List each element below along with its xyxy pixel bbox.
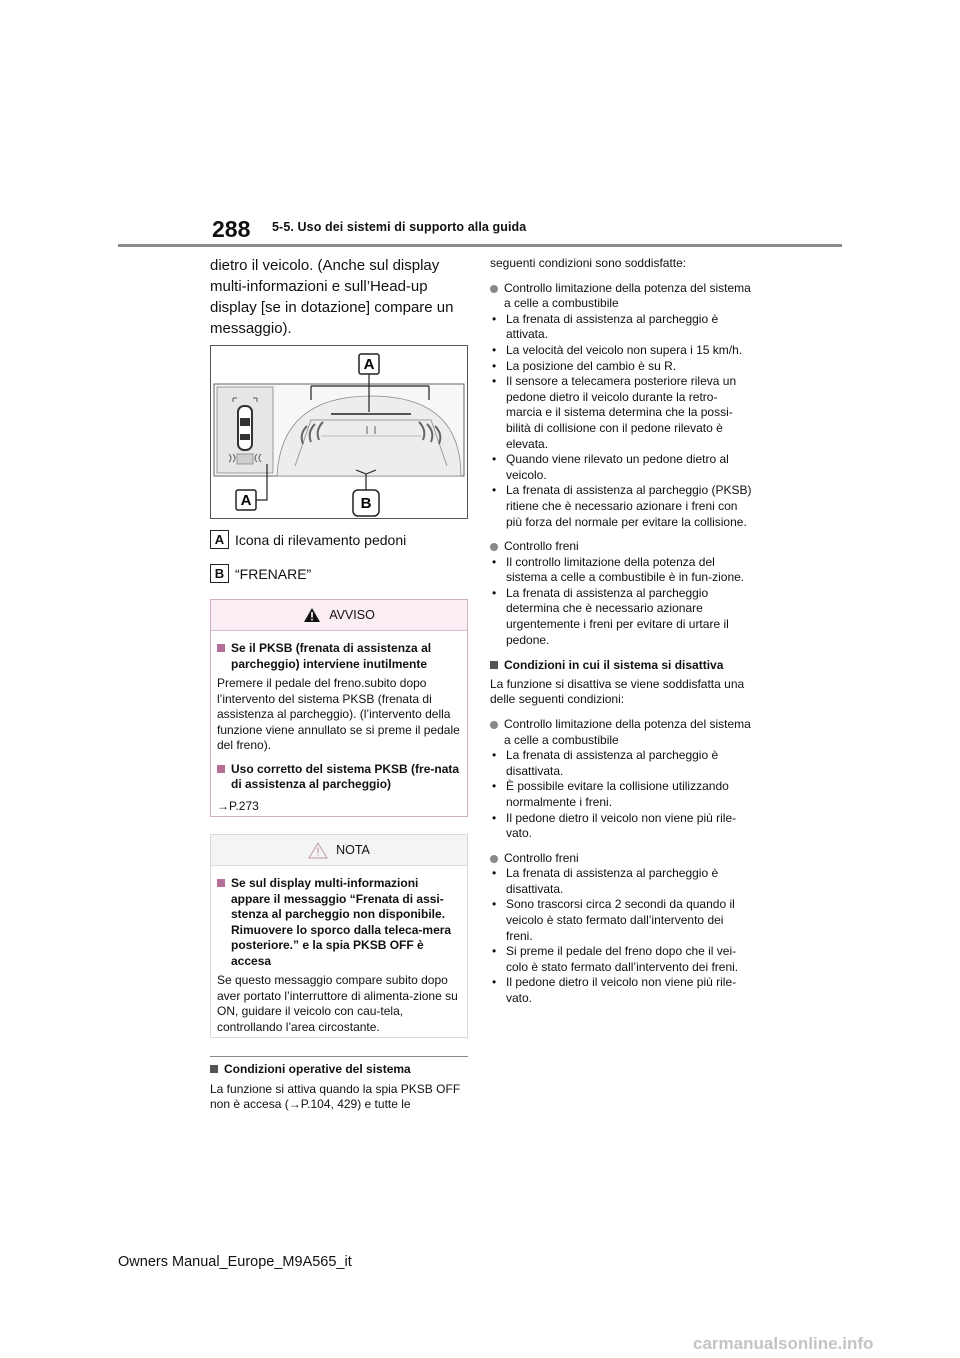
header-divider — [118, 244, 842, 247]
legend-item-a — [210, 530, 406, 549]
square-bullet-icon — [490, 661, 498, 669]
legend-item-b — [210, 564, 311, 583]
square-bullet-icon — [217, 765, 225, 773]
square-bullet-icon — [217, 644, 225, 652]
conditions-section — [210, 1056, 468, 1113]
list-item: • La frenata di assistenza al parcheggio (PKSB) ritiene che è necessario azionare i freni con più forza del normale per evitare la collisione. — [492, 483, 752, 529]
list-item: • Il sensore a telecamera posteriore rileva un pedone dietro il veicolo durante la retro-marcia e il sistema determina che la possi-bilità di collisione con il pedone rilevato è elevata. — [492, 374, 737, 451]
legend-text-a: Icona di rilevamento pedoni — [235, 531, 407, 548]
conditions-text: La funzione si attiva quando la spia PKSB OFF non è accesa (→P.104, 429) e tutte le — [210, 1081, 461, 1111]
list-item: • La velocità del veicolo non supera i 15 km/h. — [492, 342, 743, 357]
nota-title: NOTA — [336, 843, 370, 857]
watermark: carmanualsonline.info — [693, 1334, 874, 1353]
list-item: • È possibile evitare la collisione utilizzando normalmente i freni. — [492, 779, 729, 809]
nota-item-text: Se questo messaggio compare subito dopo aver portato l’interruttore di alimenta-zione su ON, guidare il veicolo con cau-tela, controllando l’area circostante. — [217, 973, 458, 1034]
list-item: • Quando viene rilevato un pedone dietro al veicolo. — [492, 452, 729, 482]
list-item: • Si preme il pedale del freno dopo che il vei-colo è stato fermato dall’intervento dei freni. — [492, 944, 739, 974]
avviso-item-2-heading: Uso corretto del sistema PKSB (fre-nata di assistenza al parcheggio) — [217, 762, 461, 793]
legend-text-b: “FRENARE” — [235, 565, 312, 582]
group-1-title: Controllo limitazione della potenza del sistema a celle a combustibile — [490, 281, 752, 312]
list-item: • Sono trascorsi circa 2 secondi da quando il veicolo è stato fermato dall’intervento dei freni. — [492, 897, 735, 943]
avviso-box — [210, 599, 468, 817]
list-item: • Il pedone dietro il veicolo non viene più rile-vato. — [492, 810, 737, 841]
group-2-title: Controllo freni — [490, 539, 752, 555]
warning-icon — [303, 607, 321, 623]
square-bullet-icon — [210, 1065, 218, 1073]
square-bullet-icon — [217, 879, 225, 887]
list-item: • Il controllo limitazione della potenza del sistema a celle a combustibile è in fun-zione. — [492, 554, 745, 585]
section-title: 5-5. Uso dei sistemi di supporto alla guida — [272, 220, 527, 234]
footer-text: Owners Manual_Europe_M9A565_it — [118, 1254, 352, 1270]
avviso-item-1-heading: Se il PKSB (frenata di assistenza al parcheggio) interviene inutilmente — [217, 641, 461, 672]
list-item: • La posizione del cambio è su R. — [492, 358, 677, 373]
group-4-title: Controllo freni — [490, 851, 752, 867]
circle-bullet-icon — [490, 543, 498, 551]
nota-header — [211, 835, 467, 866]
deactivation-text: La funzione si disattiva se viene soddisfatta una delle seguenti condizioni: — [490, 676, 745, 707]
group-3-list — [490, 748, 752, 842]
group-2-list — [490, 555, 752, 649]
caution-icon — [308, 842, 328, 859]
callout-b: B — [360, 495, 372, 512]
right-column — [490, 256, 752, 1007]
page-number: 288 — [212, 216, 251, 242]
legend-letter-b: B — [210, 564, 229, 583]
group-4-list — [490, 866, 752, 1006]
group-3-title: Controllo limitazione della potenza del sistema a celle a combustibile — [490, 717, 752, 748]
deactivation-heading: Condizioni in cui il sistema si disattiva — [490, 658, 752, 674]
callout-a-bottom: A — [240, 492, 252, 509]
intro-paragraph: dietro il veicolo. (Anche sul display multi-informazioni e sull’Head-up display [se in dotazione] compare un messaggio). — [210, 257, 454, 337]
nota-box — [210, 834, 468, 1038]
list-item: • La frenata di assistenza al parcheggio è disattivata. — [492, 748, 719, 778]
callout-a-top: A — [363, 356, 375, 373]
group-1-list — [490, 312, 752, 530]
list-item: • Il pedone dietro il veicolo non viene più rile-vato. — [492, 975, 737, 1006]
legend-letter-a: A — [210, 530, 229, 549]
list-item: • La frenata di assistenza al parcheggio è disattivata. — [492, 866, 719, 896]
avviso-item-1-text: Premere il pedale del freno.subito dopo l’intervento del sistema PKSB (frenata di assistenza al parcheggio). (l’intervento della funzione viene annullato se si preme il pedale del freno). — [217, 676, 460, 752]
col2-intro: seguenti condizioni sono soddisfatte: — [490, 256, 687, 270]
avviso-page-ref[interactable]: →P.273 — [217, 798, 259, 813]
avviso-header — [211, 600, 467, 631]
circle-bullet-icon — [490, 855, 498, 863]
circle-bullet-icon — [490, 285, 498, 293]
list-item: • La frenata di assistenza al parcheggio determina che è necessario azionare urgentemente i freni per evitare di urtare il pedone. — [492, 585, 729, 647]
avviso-title: AVVISO — [329, 608, 375, 622]
list-item: • La frenata di assistenza al parcheggio è attivata. — [492, 311, 719, 342]
camera-display-figure — [210, 345, 468, 519]
nota-item-heading: Se sul display multi-informazioni appare il messaggio “Frenata di assi-stenza al parcheggio non disponibile. Rimuovere lo sporco dalla teleca-mera posteriore.” e la spia PKSB OFF è accesa — [217, 876, 461, 969]
conditions-heading: Condizioni operative del sistema — [210, 1062, 468, 1078]
circle-bullet-icon — [490, 721, 498, 729]
